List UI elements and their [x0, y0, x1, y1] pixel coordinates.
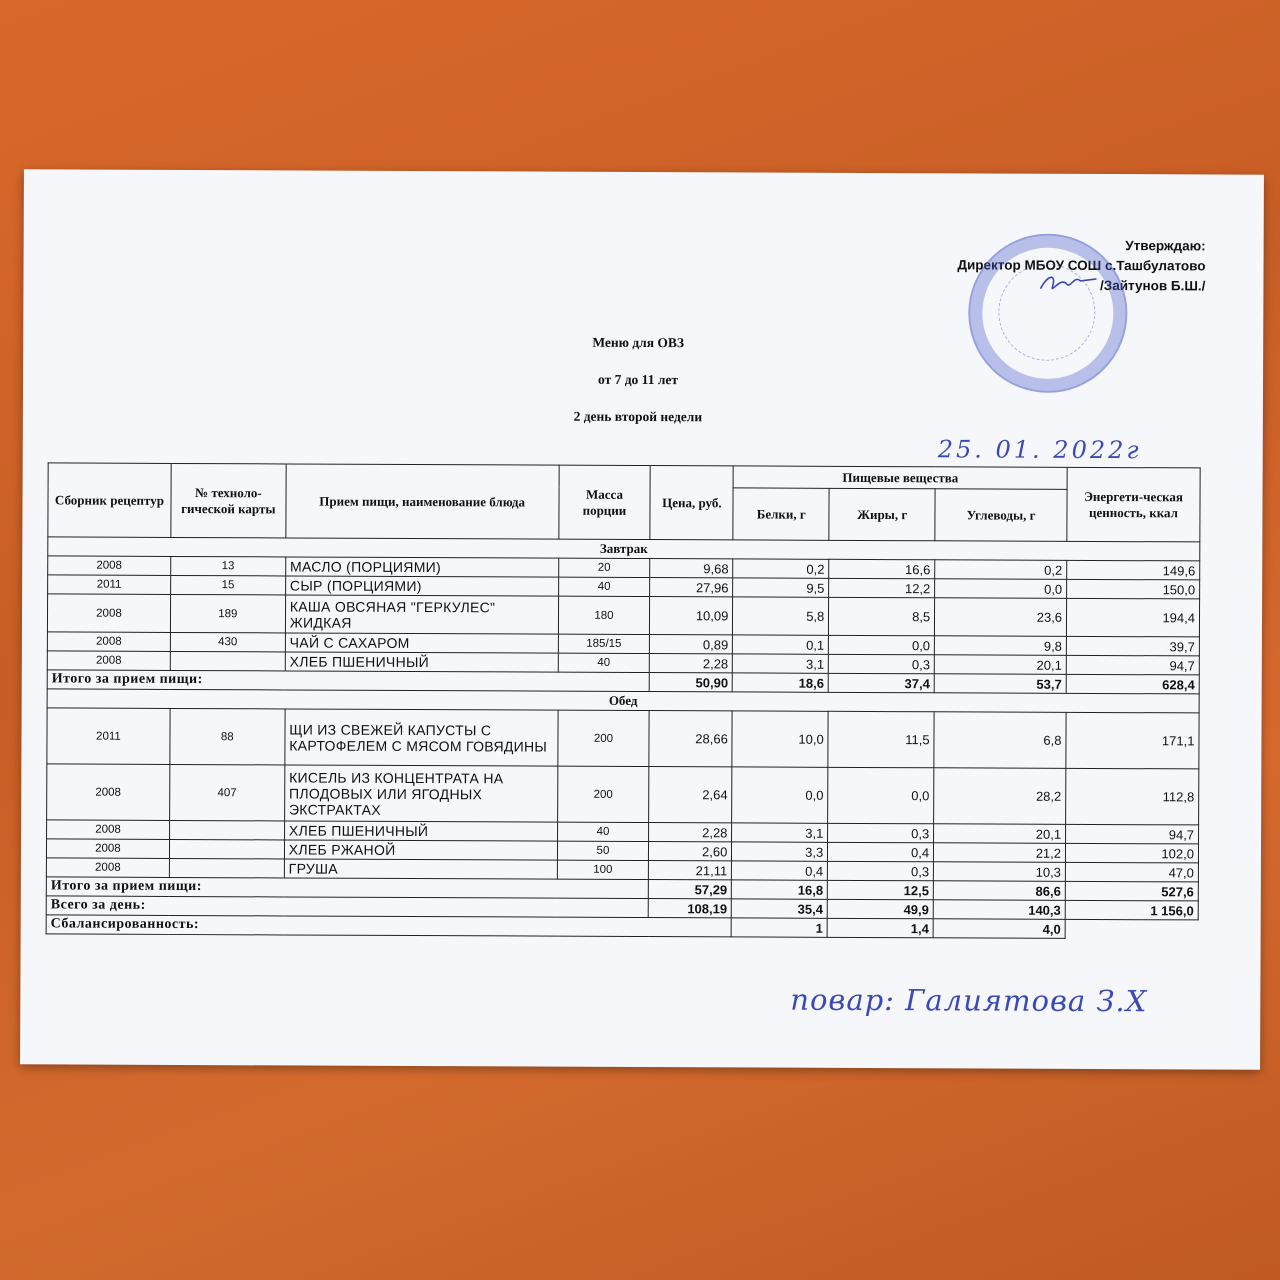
cell-protein: 0,1 [733, 635, 829, 654]
cell-name: ХЛЕБ ПШЕНИЧНЫЙ [284, 821, 557, 841]
cell-fat: 11,5 [828, 711, 934, 767]
cell-energy: 150,0 [1067, 579, 1200, 599]
cell-mass: 200 [557, 710, 649, 766]
cell-protein: 0,2 [733, 559, 829, 578]
section-lunch: Обед [47, 689, 1199, 713]
cell-mass: 40 [558, 653, 650, 672]
header-card: № техноло-гической карты [171, 463, 286, 538]
cell-name: КАША ОВСЯНАЯ "ГЕРКУЛЕС" ЖИДКАЯ [285, 595, 558, 634]
cell-price: 2,64 [649, 767, 732, 823]
cell-collection: 2008 [47, 594, 170, 633]
cell-carbs: 20,1 [934, 824, 1066, 844]
total-price: 50,90 [650, 673, 733, 692]
cell-energy: 194,4 [1066, 598, 1199, 637]
table-row [47, 708, 1199, 769]
cell-price: 27,96 [650, 578, 733, 597]
cell-price: 21,11 [649, 861, 732, 880]
cell-protein: 0,0 [732, 767, 828, 823]
cell-energy: 171,1 [1066, 712, 1199, 769]
cell-mass: 40 [557, 822, 649, 841]
cell-price: 2,28 [650, 654, 733, 673]
cell-carbs: 28,2 [934, 768, 1066, 825]
menu-table [46, 462, 1201, 939]
cell-energy: 39,7 [1066, 636, 1199, 656]
cell-energy: 94,7 [1066, 824, 1199, 844]
cell-fat: 0,3 [828, 861, 934, 880]
cell-name: МАСЛО (ПОРЦИЯМИ) [285, 557, 558, 577]
balance-protein: 1 [731, 918, 827, 937]
cell-collection: 2008 [48, 556, 171, 576]
cell-name: ГРУША [284, 859, 557, 879]
cell-card: 407 [170, 764, 285, 821]
cell-card [170, 651, 285, 671]
cell-price: 2,60 [649, 842, 732, 861]
cell-protein: 0,4 [732, 861, 828, 880]
age-range: от 7 до 11 лет [598, 371, 679, 388]
balance-row [46, 915, 1198, 939]
header-mass: Масса порции [558, 465, 650, 539]
cell-energy: 112,8 [1066, 768, 1199, 825]
menu-document [20, 169, 1264, 1069]
cell-energy: 102,0 [1065, 843, 1198, 863]
cell-carbs: 9,8 [935, 636, 1067, 656]
header-collection: Сборник рецептур [48, 463, 171, 538]
cell-card [169, 839, 284, 859]
cell-card: 13 [171, 556, 286, 576]
day-total-energy: 1 156,0 [1065, 900, 1198, 920]
total-carbs: 86,6 [933, 881, 1065, 901]
cell-protein: 9,5 [733, 578, 829, 597]
cell-carbs: 6,8 [934, 712, 1066, 769]
cell-card: 15 [170, 575, 285, 595]
cell-name: ЩИ ИЗ СВЕЖЕЙ КАПУСТЫ С КАРТОФЕЛЕМ С МЯСОМ ГОВЯДИНЫ [285, 709, 558, 766]
cell-fat: 0,4 [828, 842, 934, 861]
cell-price: 10,09 [650, 597, 733, 635]
header-carbs: Углеводы, г [935, 489, 1067, 542]
handwritten-date: 25. 01. 2022г [937, 435, 1142, 465]
cell-collection: 2008 [47, 632, 170, 652]
cell-mass: 20 [558, 558, 650, 577]
day-total-price: 108,19 [649, 899, 732, 918]
cell-price: 0,89 [650, 635, 733, 654]
cell-mass: 185/15 [558, 634, 650, 653]
cell-protein: 3,1 [732, 823, 828, 842]
cell-mass: 100 [557, 860, 649, 879]
header-protein: Белки, г [733, 488, 829, 540]
document-title: Меню для ОВЗ [592, 334, 685, 351]
table-row [47, 764, 1199, 825]
cell-name: ХЛЕБ РЖАНОЙ [284, 840, 557, 860]
cell-card: 189 [170, 594, 285, 633]
cell-collection: 2008 [46, 858, 169, 878]
school-stamp [968, 233, 1128, 393]
cell-energy: 94,7 [1066, 655, 1199, 675]
day-total-fat: 49,9 [827, 899, 933, 918]
cell-card [169, 820, 284, 840]
day-total-label: Всего за день: [46, 896, 649, 918]
total-protein: 16,8 [732, 880, 828, 899]
cell-protein: 5,8 [733, 597, 829, 635]
balance-label: Сбалансированность: [46, 915, 731, 937]
cell-fat: 0,3 [828, 823, 934, 842]
total-carbs: 53,7 [934, 674, 1066, 694]
total-protein: 18,6 [733, 673, 829, 692]
cell-carbs: 10,3 [934, 862, 1066, 882]
cell-fat: 0,0 [828, 767, 934, 823]
header-nutrients: Пищевые вещества [733, 466, 1067, 489]
cell-carbs: 20,1 [934, 655, 1066, 675]
handwritten-cook-note: повар: Галиятова З.Х [790, 982, 1148, 1019]
total-fat: 12,5 [828, 880, 934, 899]
total-label: Итого за прием пищи: [47, 670, 650, 692]
header-meal: Прием пищи, наименование блюда [286, 464, 559, 539]
cell-protein: 3,3 [732, 842, 828, 861]
cell-fat: 0,3 [829, 654, 935, 673]
header-price: Цена, руб. [650, 466, 733, 540]
cell-protein: 3,1 [733, 654, 829, 673]
cell-collection: 2008 [47, 651, 170, 671]
cell-collection: 2008 [47, 820, 170, 840]
cell-collection: 2011 [48, 575, 171, 595]
balance-fat: 1,4 [827, 918, 933, 937]
director-signature [1038, 269, 1098, 299]
cell-name: СЫР (ПОРЦИЯМИ) [285, 576, 558, 596]
cell-mass: 200 [557, 766, 649, 822]
cell-mass: 50 [557, 841, 649, 860]
cell-carbs: 0,0 [935, 579, 1067, 599]
approval-line-2: Директор МБОУ СОШ с.Ташбулатово [957, 257, 1206, 274]
header-energy: Энергети-ческая ценность, ккал [1067, 467, 1200, 542]
day-label: 2 день второй недели [573, 408, 703, 425]
cell-price: 28,66 [649, 711, 732, 767]
cell-carbs: 21,2 [934, 843, 1066, 863]
cell-price: 2,28 [649, 823, 732, 842]
cell-energy: 47,0 [1065, 862, 1198, 882]
cell-collection: 2008 [47, 764, 170, 821]
cell-name: ЧАЙ С САХАРОМ [285, 633, 558, 653]
balance-empty [1065, 919, 1198, 939]
cell-energy: 149,6 [1067, 560, 1200, 580]
cell-fat: 16,6 [829, 559, 935, 578]
total-label: Итого за прием пищи: [46, 877, 649, 899]
cell-fat: 0,0 [829, 635, 935, 654]
total-fat: 37,4 [828, 673, 934, 692]
cell-protein: 10,0 [732, 711, 828, 767]
cell-fat: 12,2 [829, 578, 935, 597]
cell-mass: 40 [558, 577, 650, 596]
cell-price: 9,68 [650, 559, 733, 578]
section-breakfast: Завтрак [48, 537, 1200, 561]
cell-card: 88 [170, 708, 285, 765]
day-total-protein: 35,4 [732, 899, 828, 918]
cell-card: 430 [170, 632, 285, 652]
approval-line-3: /Зайтунов Б.Ш./ [1099, 277, 1206, 294]
day-total-carbs: 140,3 [933, 900, 1065, 920]
cell-mass: 180 [558, 596, 650, 634]
cell-name: КИСЕЛЬ ИЗ КОНЦЕНТРАТА НА ПЛОДОВЫХ ИЛИ ЯГОДНЫХ ЭКСТРАКТАХ [284, 765, 557, 822]
cell-fat: 8,5 [829, 597, 935, 635]
cell-card [169, 858, 284, 878]
balance-carbs: 4,0 [933, 919, 1065, 939]
cell-carbs: 23,6 [935, 598, 1067, 637]
cell-collection: 2011 [47, 708, 170, 765]
approval-line-1: Утверждаю: [1125, 238, 1206, 254]
total-price: 57,29 [649, 880, 732, 899]
cell-name: ХЛЕБ ПШЕНИЧНЫЙ [285, 652, 558, 672]
total-energy: 628,4 [1066, 674, 1199, 694]
total-energy: 527,6 [1065, 881, 1198, 901]
table-row [47, 594, 1199, 637]
cell-collection: 2008 [46, 839, 169, 859]
header-fat: Жиры, г [829, 488, 935, 540]
cell-carbs: 0,2 [935, 560, 1067, 580]
